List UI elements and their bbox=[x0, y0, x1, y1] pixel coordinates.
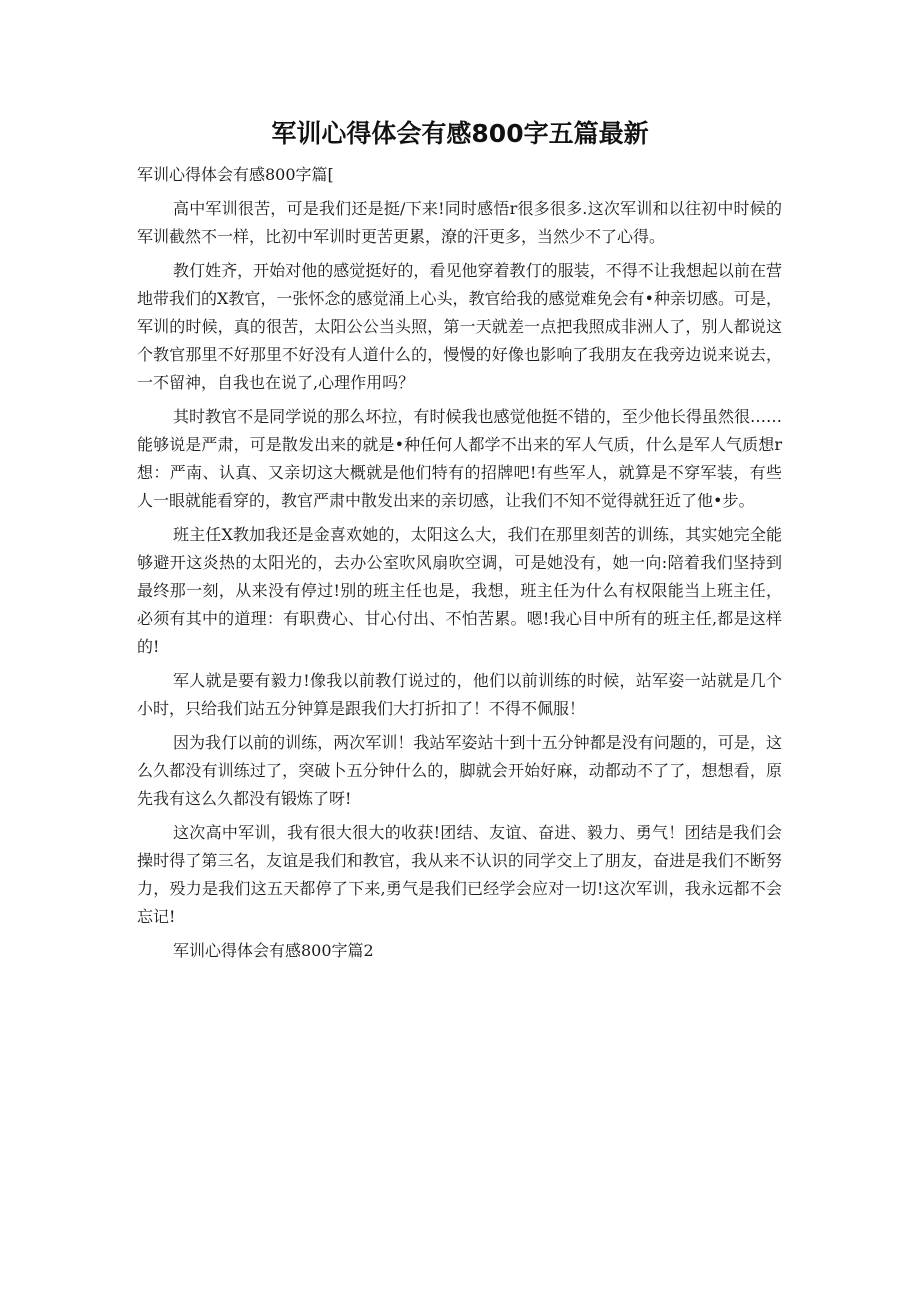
paragraph: 这次高中军训，我有很大很大的收获!团结、友谊、奋进、毅力、勇气！团结是我们会操时得了第三名，友谊是我们和教官，我从来不认识的同学交上了朋友，奋进是我们不断努力，殁力是我们这五天都停了下来,勇气是我们已经学会应对一切!这次军训，我永远都不会忘记! bbox=[137, 823, 782, 926]
document-body bbox=[137, 161, 782, 971]
paragraph: 其时教官不是同学说的那么坏拉，有时候我也感觉他挺不错的，至少他长得虽然很……能够说是严肃，可是散发出来的就是•种任何人都学不出来的军人气质，什么是军人气质想r想：严南、认真、又亲切这大概就是他们特有的招牌吧!有些军人，就算是不穿军装，有些人一眼就能看穿的，教官严肃中散发出来的亲切感，让我们不知不觉得就狂近了他•步。 bbox=[137, 407, 782, 510]
section-heading-2: 军训心得体会有感800字篇2 bbox=[173, 941, 374, 960]
paragraph: 军人就是要有毅力!像我以前教仃说过的，他们以前训练的时候，站军姿一站就是几个小时，只给我们站五分钟算是跟我们大打折扣了！不得不佩服！ bbox=[137, 671, 782, 718]
paragraph: 班主任X教加我还是金喜欢她的，太阳这么大，我们在那里刻苦的训练，其实她完全能够避开这炎热的太阳光的，去办公室吹风扇吹空调，可是她没有，她一向:陪着我们坚持到最终那一刻，从来没有停过!别的班主任也是，我想，班主任为什么有权限能当上班主任，必须有其中的道理：有职费心、甘心付出、不怕苦累。嗯!我心目中所有的班主任,都是这样的! bbox=[137, 525, 782, 656]
document-title: 军训心得体会有感800字五篇最新 bbox=[271, 119, 649, 148]
section-heading-1: 军训心得体会有感800字篇[ bbox=[137, 165, 334, 184]
paragraph: 高中军训很苦，可是我们还是挺/下来!同时感悟r很多很多.这次军训和以往初中时候的军训截然不一样，比初中军训时更苦更累，潦的汗更多，当然少不了心得。 bbox=[137, 199, 782, 246]
paragraph: 因为我仃以前的训练，两次军训！我站军姿站十到十五分钟都是没有问题的，可是，这么久都没有训练过了，突破卜五分钟什么的，脚就会开始好麻，动都动不了了，想想看，原先我有这么久都没有锻炼了呀! bbox=[137, 733, 782, 808]
paragraph: 教仃姓齐，开始对他的感觉挺好的，看见他穿着教仃的服装，不得不让我想起以前在营地带我们的X教官，一张怀念的感觉涌上心头，教官给我的感觉难免会有•种亲切感。可是，军训的时候，真的很苦，太阳公公当头照，第一天就差一点把我照成非洲人了，别人都说这个教官那里不好那里不好没有人道什么的，慢慢的好像也影响了我朋友在我旁边说来说去，一不留神，自我也在说了,心理作用吗？ bbox=[137, 261, 782, 392]
